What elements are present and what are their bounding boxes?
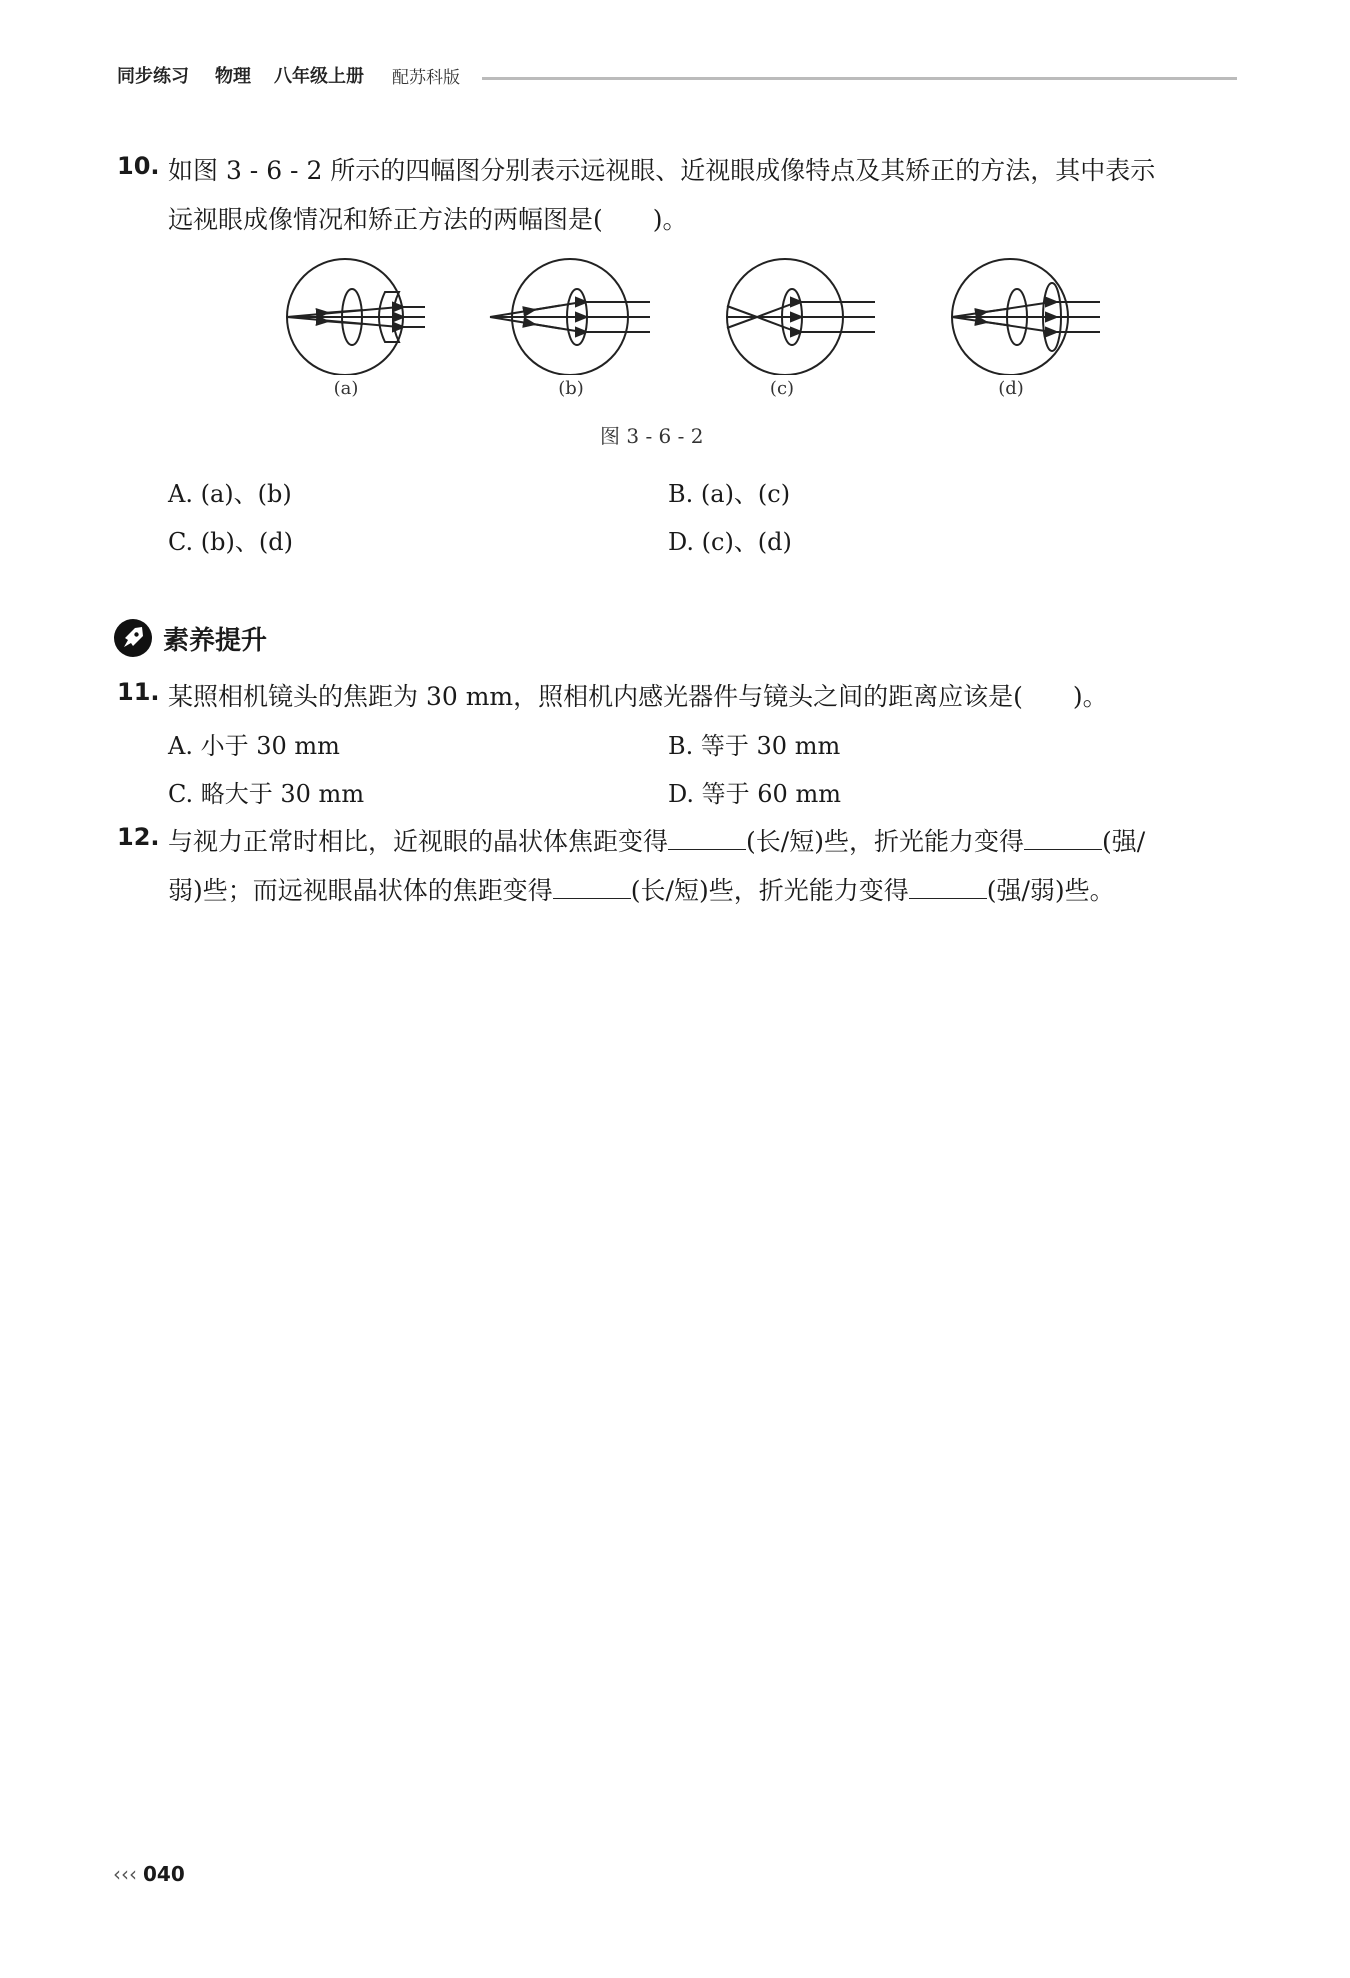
text-segment: (长/短)些，折光能力变得 (746, 827, 1024, 856)
header-edition: 配苏科版 (392, 68, 460, 88)
question-number: 12. (117, 823, 160, 851)
rocket-icon (113, 618, 153, 658)
eye-diagram-c (727, 259, 875, 375)
option-c: C. (b)、(d) (168, 528, 293, 556)
header-rule (482, 77, 1237, 80)
answer-blank-2[interactable] (1024, 829, 1102, 850)
text-segment: 与视力正常时相比，近视眼的晶状体焦距变得 (168, 827, 669, 856)
question-number: 10. (117, 152, 160, 180)
text-segment: 弱)些；而远视眼晶状体的焦距变得 (168, 876, 553, 905)
header-series: 同步练习 (117, 66, 189, 87)
section-title: 素养提升 (163, 626, 268, 656)
option-d: D. 等于 60 mm (668, 780, 841, 808)
option-c: C. 略大于 30 mm (168, 780, 365, 808)
option-a: A. (a)、(b) (168, 480, 292, 508)
figure-label-d: (d) (998, 378, 1024, 399)
text-segment: (强/弱)些。 (986, 876, 1115, 905)
option-b: B. (a)、(c) (668, 480, 791, 508)
answer-blank-3[interactable] (553, 878, 631, 899)
figure-caption: 图 3 - 6 - 2 (600, 424, 704, 448)
option-b: B. 等于 30 mm (668, 732, 841, 760)
option-a: A. 小于 30 mm (168, 732, 340, 760)
text-segment: (长/短)些，折光能力变得 (630, 876, 909, 905)
eye-diagram-d (952, 259, 1100, 375)
eye-diagram-a (287, 259, 425, 375)
question-text: 某照相机镜头的焦距为 30 mm，照相机内感光器件与镜头之间的距离应该是( )。 (168, 682, 1108, 711)
figure-label-b: (b) (558, 378, 584, 399)
header-grade: 八年级上册 (274, 66, 364, 87)
eye-diagrams (245, 255, 1125, 375)
page-number: 040 (143, 1862, 185, 1886)
question-text-line1 (168, 822, 1145, 858)
page-header (117, 62, 1237, 92)
text-segment: (强/ (1101, 827, 1146, 856)
option-d: D. (c)、(d) (668, 528, 792, 556)
figure-3-6-2 (245, 255, 1125, 420)
eye-diagram-b (490, 259, 650, 375)
figure-label-a: (a) (333, 378, 359, 399)
question-text-line1: 如图 3 - 6 - 2 所示的四幅图分别表示远视眼、近视眼成像特点及其矫正的方法，其中表示 (168, 156, 1156, 185)
answer-blank-4[interactable] (909, 878, 987, 899)
question-text-line2: 远视眼成像情况和矫正方法的两幅图是( )。 (168, 205, 688, 234)
question-text-line2 (168, 871, 1115, 907)
page-footer (113, 1862, 185, 1886)
answer-blank-1[interactable] (668, 829, 746, 850)
header-subject: 物理 (215, 66, 251, 87)
question-number: 11. (117, 678, 160, 706)
figure-label-c: (c) (769, 378, 795, 399)
chevrons-left-icon: ‹‹‹ (113, 1862, 137, 1886)
